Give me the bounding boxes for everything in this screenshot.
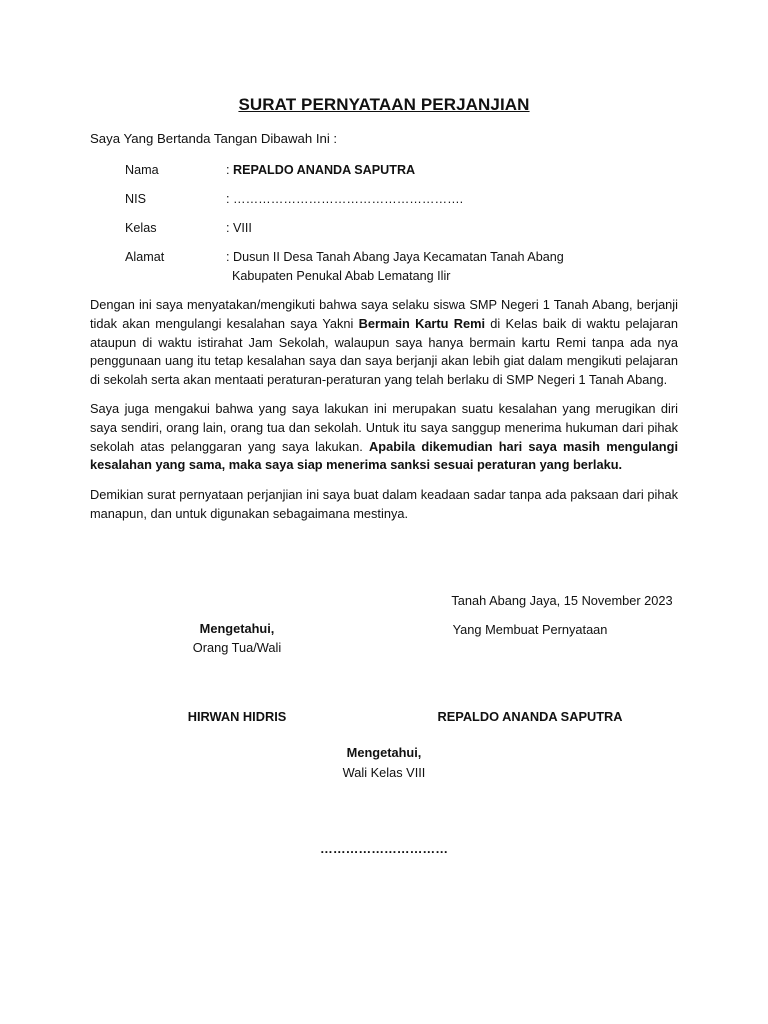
intro-text: Saya Yang Bertanda Tangan Dibawah Ini : (90, 131, 338, 146)
paragraph-1-text-b: di Kelas baik di waktu pelajaran ataupun di waktu istirahat Jam Sekolah, walaupun saya hanya bermain kartu Remi tanpa ada nya penggunaan uang itu tetap kesalahan saya dan saya berjanji akan lebih giat dalam mengikuti pelajaran di sekolah serta akan mentaati peraturan-peraturan yang telah berlaku di SMP Negeri 1 Tanah Abang. (90, 315, 678, 388)
field-colon: : (226, 163, 233, 177)
bottom-sig-name: ………………………… (320, 841, 448, 856)
paragraph-1-text-a: Dengan ini saya menyatakan/mengikuti bahwa saya selaku siswa SMP Negeri 1 Tanah Abang, berjanji tidak akan mengulangi kesalahan saya Yakni (90, 297, 678, 331)
bottom-sig-heading: Mengetahui, (346, 745, 422, 760)
left-sig-heading: Mengetahui, (199, 621, 275, 636)
student-name: REPALDO ANANDA SAPUTRA (233, 163, 416, 177)
paragraph-2-text: Saya juga mengakui bahwa yang saya lakukan ini merupakan suatu kesalahan yang merugikan diri saya sendiri, orang lain, orang tua dan sekolah. Untuk itu saya sanggup menerima hukuman dari pihak sekolah atas pelanggaran yang saya lakukan. (90, 401, 678, 454)
paragraph-3: Demikian surat pernyataan perjanjian ini saya buat dalam keadaan sadar tanpa ada paksaan dari pihak manapun, dan untuk digunakan sebagaimana mestinya. (90, 487, 678, 521)
field-value-alamat-line2: Kabupaten Penukal Abab Lematang Ilir (232, 269, 451, 283)
bottom-sig-role: Wali Kelas VIII (342, 765, 426, 780)
right-sig-name: REPALDO ANANDA SAPUTRA (437, 709, 623, 724)
right-sig-role: Yang Membuat Pernyataan (452, 622, 608, 637)
field-label-alamat: Alamat (125, 250, 165, 264)
field-value-alamat-line1: : Dusun II Desa Tanah Abang Jaya Kecamatan Tanah Abang (226, 250, 564, 264)
paragraph-1 (90, 296, 678, 390)
left-sig-role: Orang Tua/Wali (192, 640, 282, 655)
paragraph-1-bold: Bermain Kartu Remi (358, 315, 486, 331)
field-label-nama: Nama (125, 163, 159, 177)
paragraph-2-bold: Apabila dikemudian hari saya masih mengulangi kesalahan yang sama, maka saya siap menerima sanksi sesuai peraturan yang berlaku. (90, 438, 678, 473)
field-label-nis: NIS (125, 192, 146, 206)
field-label-kelas: Kelas (125, 221, 157, 235)
place-date: Tanah Abang Jaya, 15 November 2023 (451, 593, 673, 608)
field-value-nis: : ………………………………………………. (226, 192, 464, 206)
document-title: SURAT PERNYATAAN PERJANJIAN (238, 95, 530, 114)
field-value-kelas: : VIII (226, 221, 252, 235)
field-value-nama (226, 163, 415, 177)
left-sig-name: HIRWAN HIDRIS (187, 709, 287, 724)
paragraph-2 (90, 400, 678, 475)
